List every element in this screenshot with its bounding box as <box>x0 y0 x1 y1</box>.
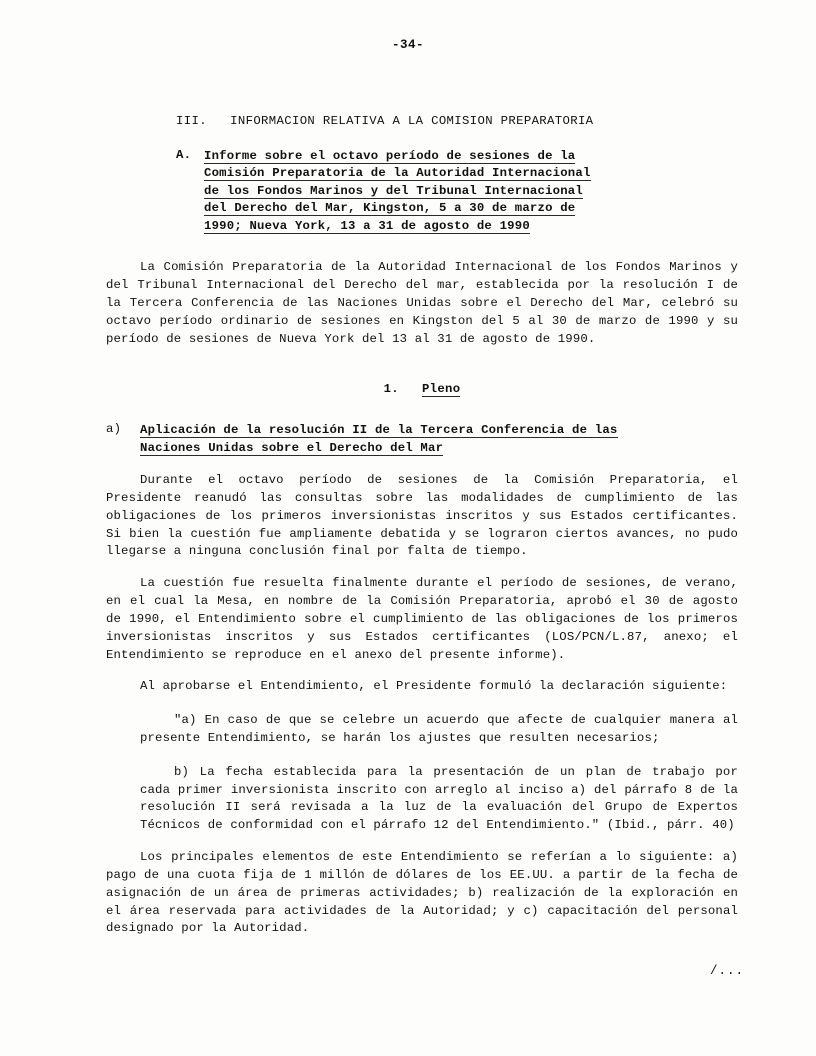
intro-paragraph: La Comisión Preparatoria de la Autoridad Internacional de los Fondos Marinos y del Tribunal Internacional del Derecho del mar, establecida por la resolución I de la Tercera Conferencia de las Naciones Unidas sobre el Derecho del Mar, celebró su octavo período ordinario de sesiones en Kingston del 5 al 30 de marzo de 1990 y su período de sesiones de Nueva York del 13 al 31 de agosto de 1990. <box>106 260 738 346</box>
item-a-title-line-1: Aplicación de la resolución II de la Tercera Conferencia de las <box>140 423 618 438</box>
subsection-a-title-line-3: de los Fondos Marinos y del Tribunal Internacional <box>204 183 583 198</box>
paragraph-1: Durante el octavo período de sesiones de la Comisión Preparatoria, el Presidente reanudó las consultas sobre las modalidades de cumplimiento de las obligaciones de los primeros inversionistas inscritos y sus Estados certificantes. Si bien la cuestión fue ampliamente debatida y se lograron ciertos avances, no pudo llegarse a ninguna conclusión final por falta de tiempo. <box>106 473 738 559</box>
pleno-heading-label: Pleno <box>422 382 461 397</box>
item-a-tag: a) <box>106 422 122 437</box>
item-a-title <box>140 422 618 458</box>
subsection-a-title-line-5: 1990; Nueva York, 13 a 31 de agosto de 1990 <box>204 218 530 233</box>
section-title: INFORMACION RELATIVA A LA COMISION PREPARATORIA <box>230 114 594 128</box>
quote-a: "a) En caso de que se celebre un acuerdo que afecte de cualquier manera al presente Entendimiento, se harán los ajustes que resulten necesarios; <box>140 713 738 745</box>
item-a <box>106 422 738 458</box>
section-numeral: III. <box>176 114 207 128</box>
closing-paragraph: Los principales elementos de este Entendimiento se referían a lo siguiente: a) pago de una cuota fija de 1 millón de dólares de los EE.UU. a partir de la fecha de asignación de un área de primeras actividades; b) realización de la exploración en el área reservada para actividades de la Autoridad; y c) capacitación del personal designado por la Autoridad. <box>106 850 738 936</box>
quote-b: b) La fecha establecida para la presentación de un plan de trabajo por cada primer inversionista inscrito con arreglo al inciso a) del párrafo 8 de la resolución II será revisada a la luz de la evaluación del Grupo de Expertos Técnicos de conformidad con el párrafo 12 del Entendimiento." (Ibid., párr. 40) <box>140 764 738 833</box>
pleno-heading <box>106 382 738 396</box>
subsection-a-label: A. <box>176 148 192 162</box>
footer-continuation-mark: /... <box>709 964 744 978</box>
section-heading <box>106 114 738 128</box>
subsection-a-title-line-2: Comisión Preparatoria de la Autoridad Internacional <box>204 166 591 181</box>
page-number: -34- <box>391 38 424 52</box>
subsection-a-title-line-4: del Derecho del Mar, Kingston, 5 a 30 de marzo de <box>204 201 576 216</box>
subsection-a-title <box>204 148 591 235</box>
paragraph-3: Al aprobarse el Entendimiento, el Presidente formuló la declaración siguiente: <box>140 679 728 694</box>
pleno-heading-number: 1. <box>383 382 399 397</box>
document-body <box>78 114 738 938</box>
subsection-a <box>106 148 738 235</box>
paragraph-2: La cuestión fue resuelta finalmente durante el período de sesiones, de verano, en el cual la Mesa, en nombre de la Comisión Preparatoria, aprobó el 30 de agosto de 1990, el Entendimiento sobre el cumplimiento de las obligaciones de los primeros inversionistas inscritos y sus Estados certificantes (LOS/PCN/L.87, anexo; el Entendimiento se reproduce en el anexo del presente informe). <box>106 576 738 662</box>
item-a-title-line-2: Naciones Unidas sobre el Derecho del Mar <box>140 441 444 456</box>
subsection-a-title-line-1: Informe sobre el octavo período de sesiones de la <box>204 149 576 163</box>
